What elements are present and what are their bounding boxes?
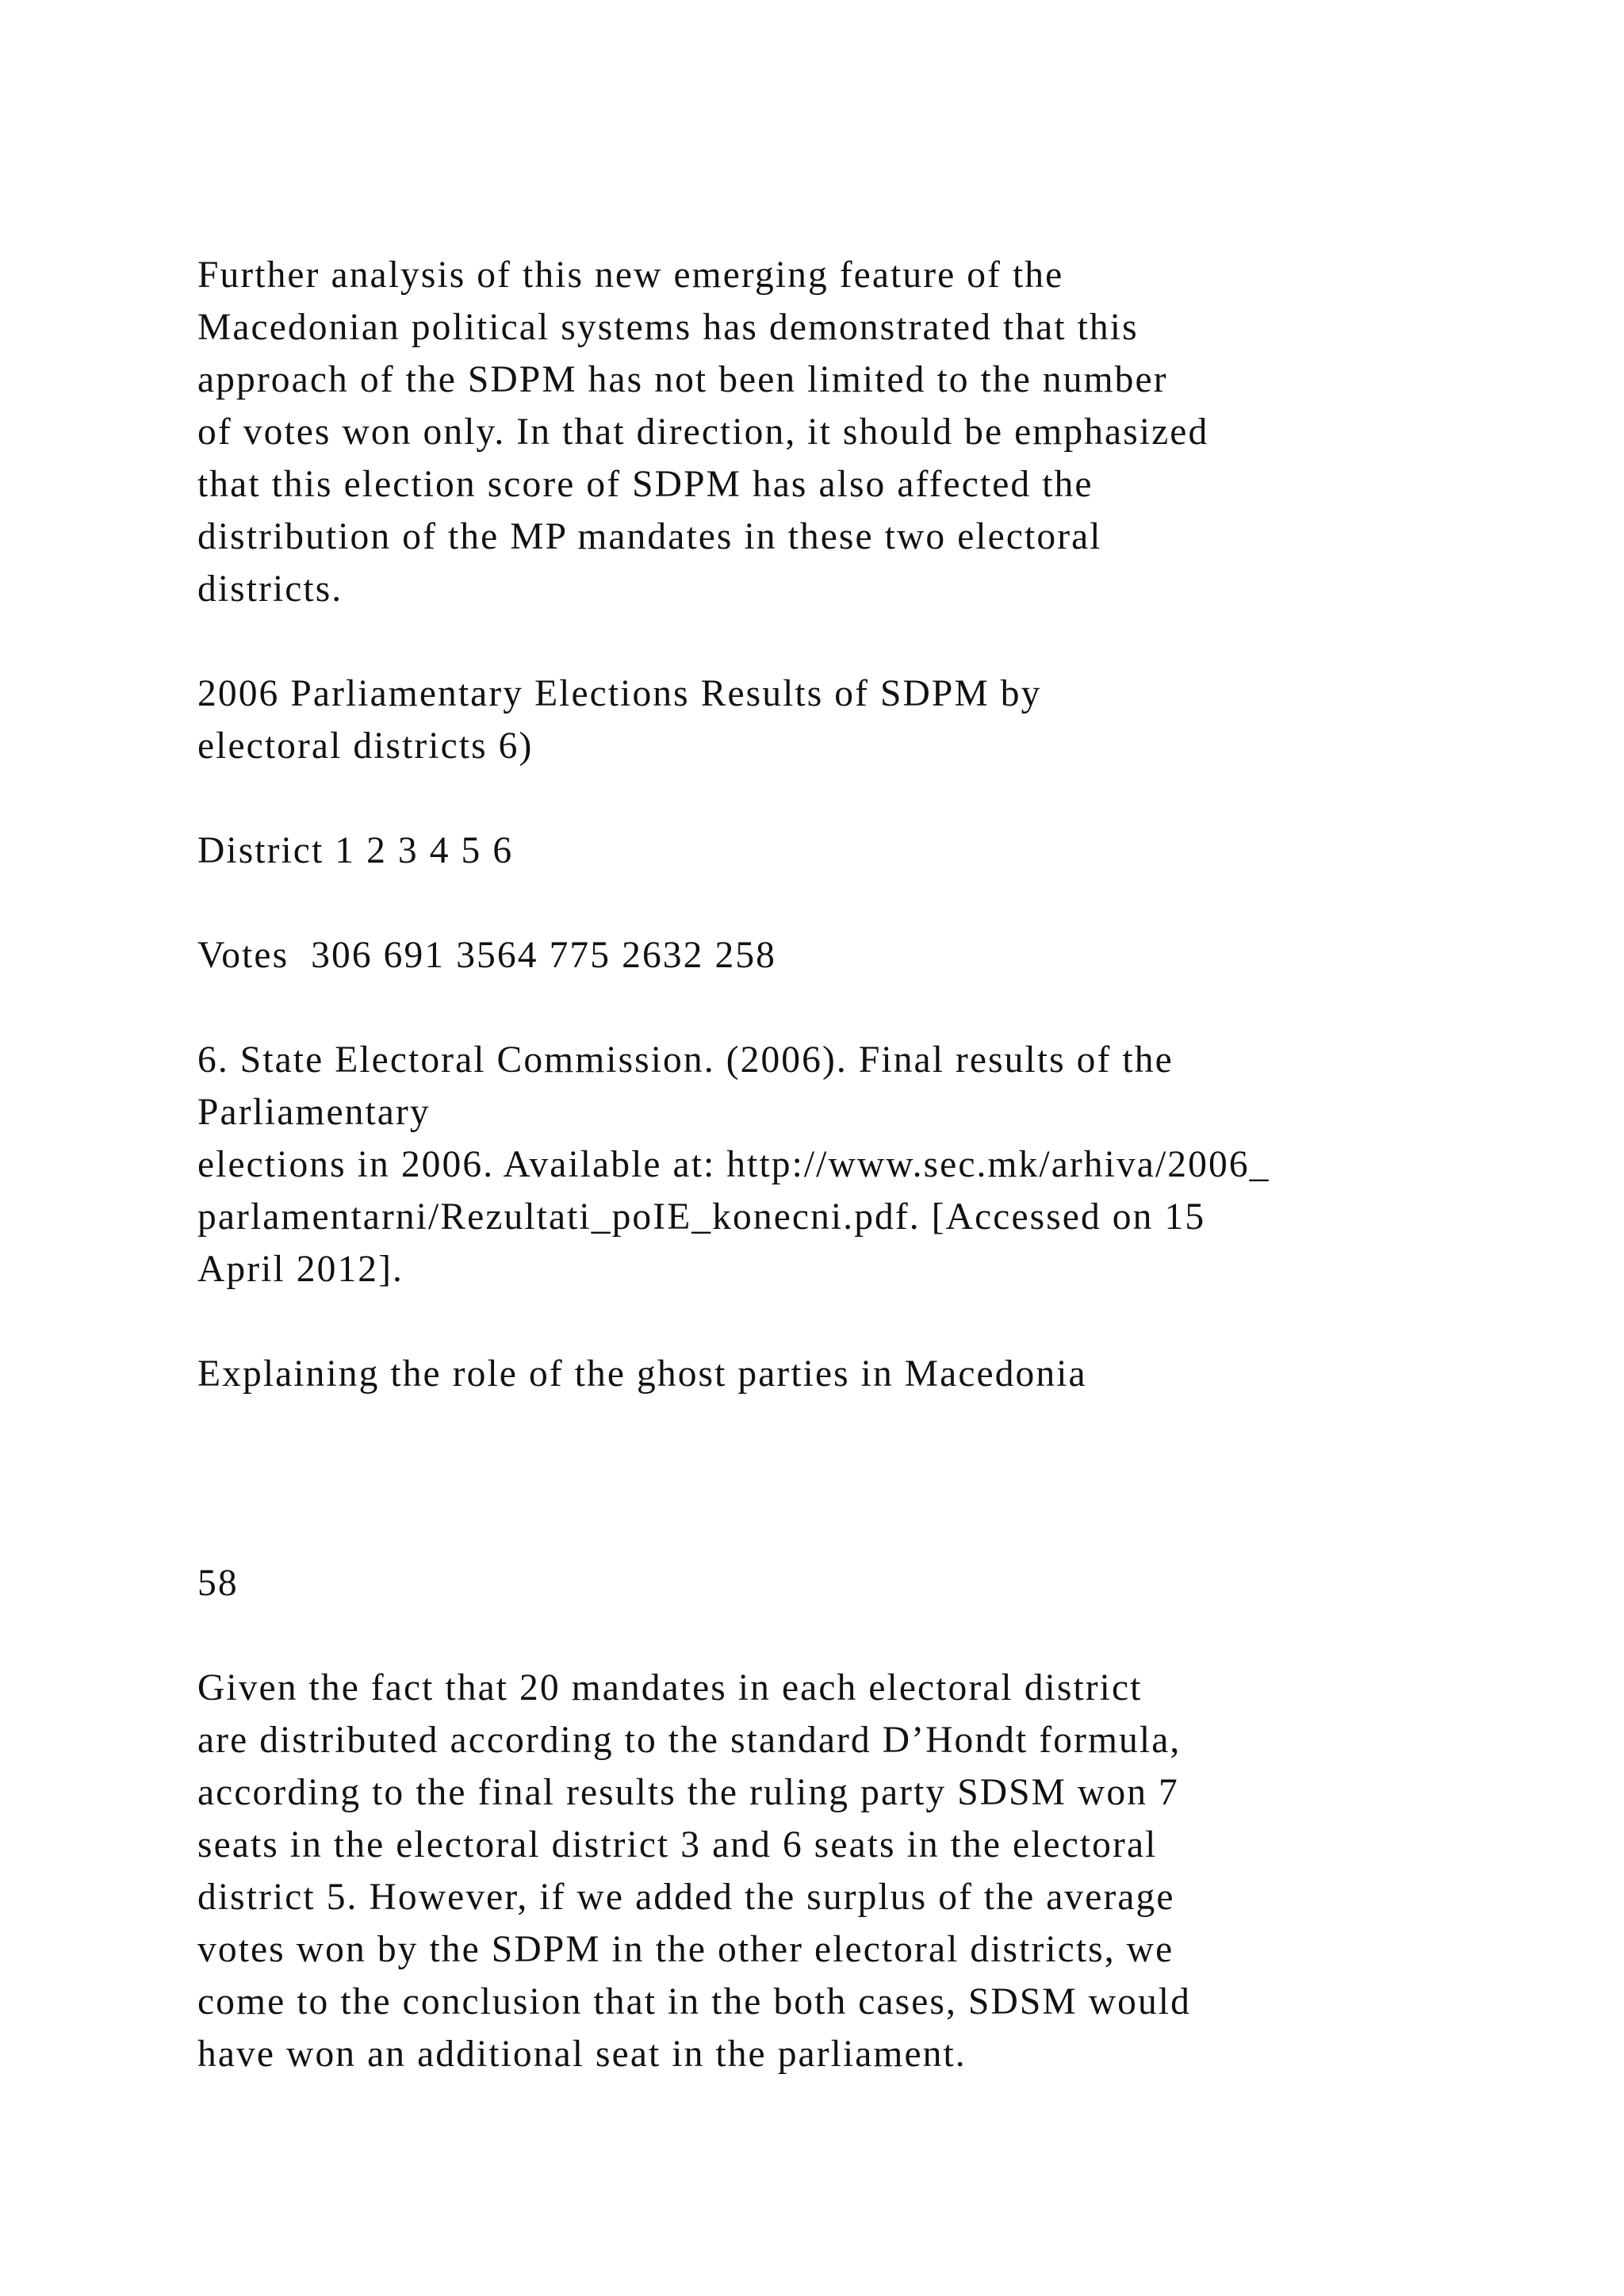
paragraph-2-line: seats in the electoral district 3 and 6 seats in the electoral (197, 1824, 1158, 1866)
footnote-line: elections in 2006. Available at: http://www.sec.mk/arhiva/2006_ (197, 1144, 1270, 1185)
page-number: 58 (197, 1563, 239, 1604)
paragraph-2-line: district 5. However, if we added the surplus of the average (197, 1877, 1175, 1918)
paragraph-1-line: Further analysis of this new emerging feature of the (197, 254, 1064, 296)
paragraph-2-line: are distributed according to the standard D’Hondt formula, (197, 1720, 1182, 1761)
table-district-row: District 1 2 3 4 5 6 (197, 830, 514, 871)
paragraph-2-line: according to the final results the ruling party SDSM won 7 (197, 1772, 1179, 1813)
footnote-line: April 2012]. (197, 1249, 404, 1290)
paragraph-2-line: Given the fact that 20 mandates in each electoral district (197, 1667, 1143, 1709)
table-caption-line: electoral districts 6) (197, 725, 534, 767)
footnote-line: Parliamentary (197, 1092, 431, 1133)
table-votes-row: Votes 306 691 3564 775 2632 258 (197, 935, 777, 976)
table-caption-line: 2006 Parliamentary Elections Results of SDPM by (197, 673, 1042, 714)
paragraph-1-line: that this election score of SDPM has also affected the (197, 464, 1094, 505)
paragraph-2-line: have won an additional seat in the parliament. (197, 2034, 967, 2075)
footnote-line: parlamentarni/Rezultati_poIE_konecni.pdf. [Accessed on 15 (197, 1196, 1206, 1238)
paragraph-1-line: approach of the SDPM has not been limited to the number (197, 359, 1168, 400)
paragraph-1-line: of votes won only. In that direction, it should be emphasized (197, 411, 1209, 453)
paragraph-1-line: distribution of the MP mandates in these two electoral (197, 516, 1102, 557)
footnote-line: 6. State Electoral Commission. (2006). Final results of the (197, 1039, 1174, 1081)
paragraph-1-line: Macedonian political systems has demonstrated that this (197, 307, 1139, 348)
paragraph-2-line: come to the conclusion that in the both cases, SDSM would (197, 1981, 1191, 2022)
running-header: Explaining the role of the ghost parties in Macedonia (197, 1353, 1087, 1395)
paragraph-1-line: districts. (197, 568, 343, 610)
paragraph-2-line: votes won by the SDPM in the other electoral districts, we (197, 1929, 1174, 1970)
